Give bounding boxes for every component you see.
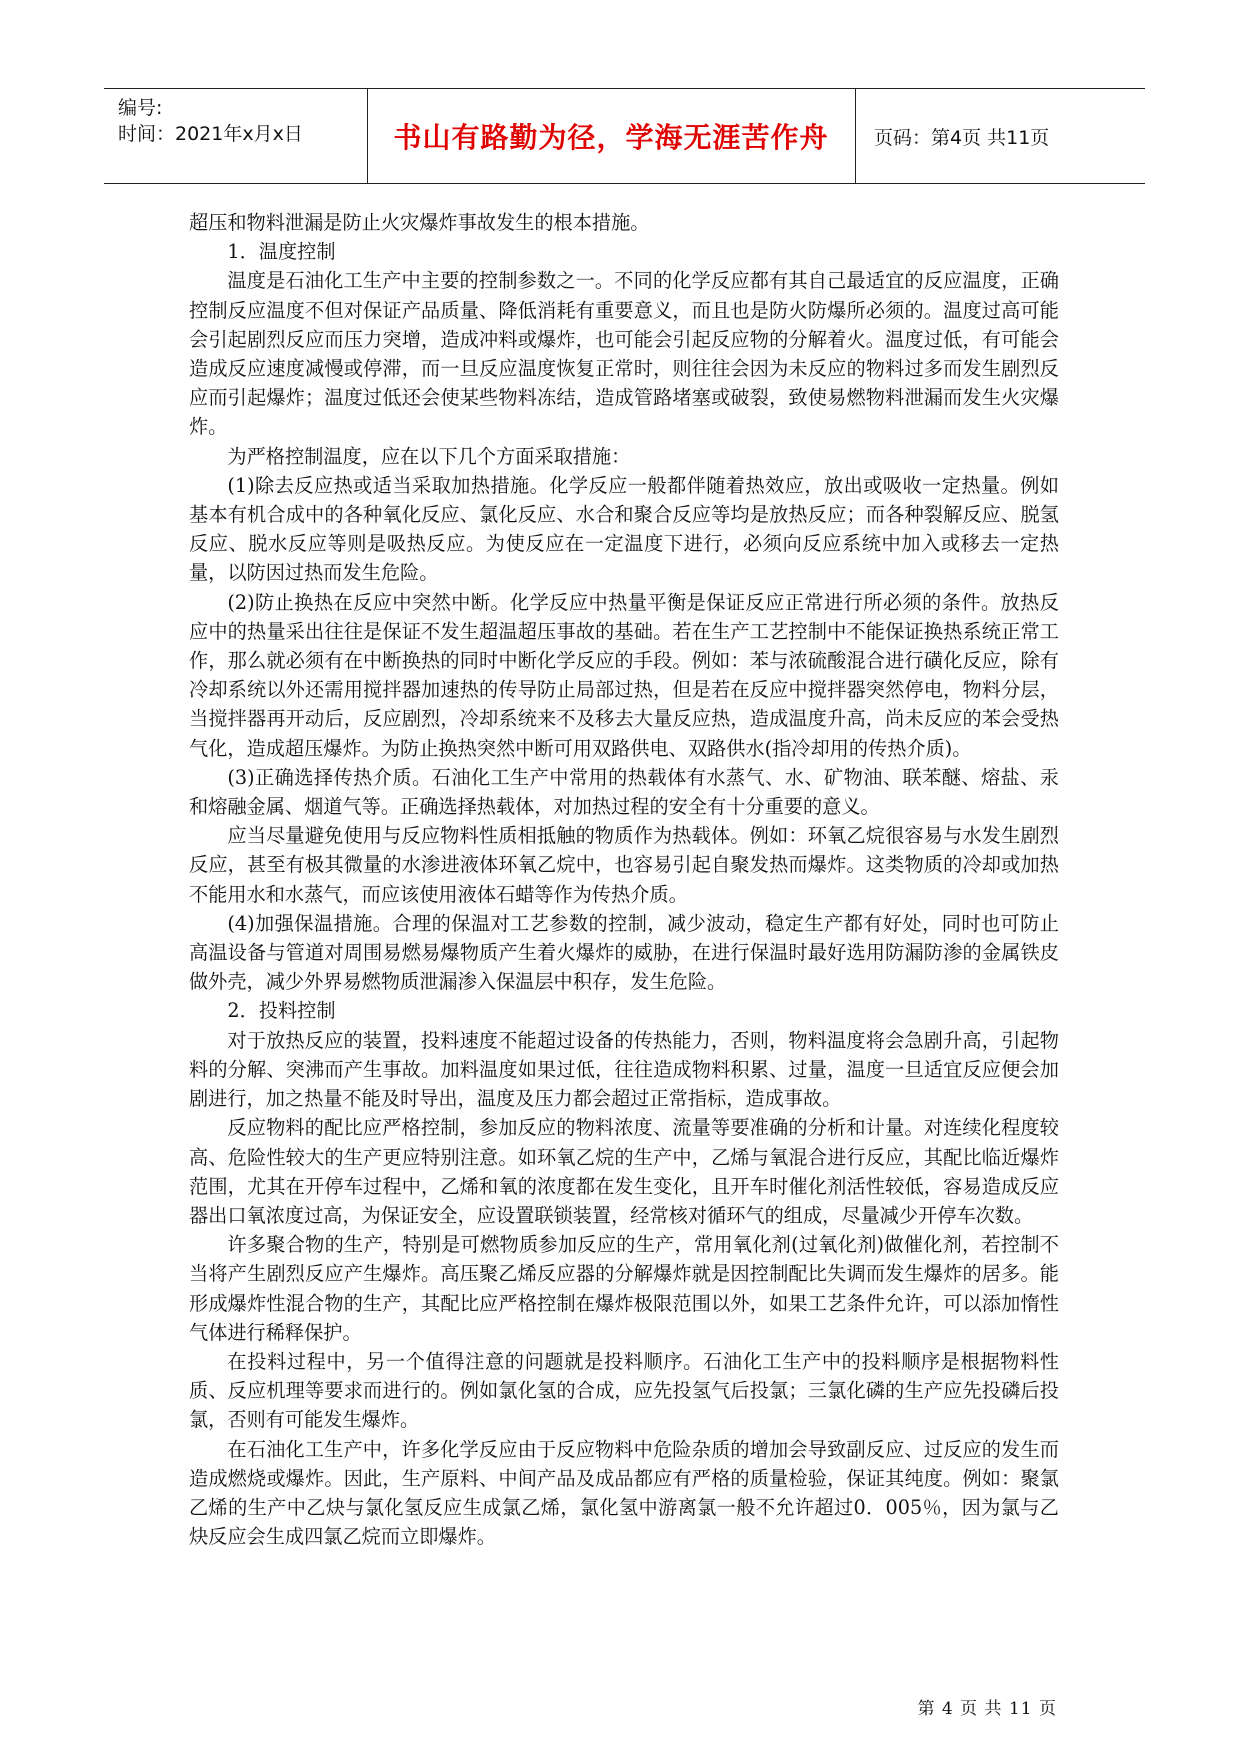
paragraph: 反应物料的配比应严格控制，参加反应的物料浓度、流量等要准确的分析和计量。对连续化程度较高、危险性较大的生产更应特别注意。如环氧乙烷的生产中，乙烯与氧混合进行反应，其配比临近爆炸范围，尤其在开停车过程中，乙烯和氧的浓度都在发生变化，且开车时催化剂活性较低，容易造成反应器出口氧浓度过高，为保证安全，应设置联锁装置，经常核对循环气的组成，尽量减少开停车次数。 <box>189 1116 1059 1227</box>
paragraph: (3)正确选择传热介质。石油化工生产中常用的热载体有水蒸气、水、矿物油、联苯醚、熔盐、汞和熔融金属、烟道气等。正确选择热载体，对加热过程的安全有十分重要的意义。 <box>189 765 1059 819</box>
paragraph: (2)防止换热在反应中突然中断。化学反应中热量平衡是保证反应正常进行所必须的条件。放热反应中的热量采出往往是保证不发生超温超压事故的基础。若在生产工艺控制中不能保证换热系统正常工作，那么就必须有在中断换热的同时中断化学反应的手段。例如：苯与浓硫酸混合进行磺化反应，除有冷却系统以外还需用搅拌器加速热的传导防止局部过热，但是若在反应中搅拌器突然停电，物料分层，当搅拌器再开动后，反应剧烈，冷却系统来不及移去大量反应热，造成温度升高，尚未反应的苯会受热气化，造成超压爆炸。为防止换热突然中断可用双路供电、双路供水(指冷却用的传热介质)。 <box>189 590 1059 760</box>
page-header <box>104 88 1145 184</box>
section-heading: 1．温度控制 <box>227 240 336 264</box>
paragraph: 为严格控制温度，应在以下几个方面采取措施： <box>227 444 631 468</box>
paragraph: (1)除去反应热或适当采取加热措施。化学反应一般都伴随着热效应，放出或吸收一定热量。例如基本有机合成中的各种氧化反应、氯化反应、水合和聚合反应等均是放热反应；而各种裂解反应、脱氢反应、脱水反应等则是吸热反应。为使反应在一定温度下进行，必须向反应系统中加入或移去一定热量，以防因过热而发生危险。 <box>189 473 1059 585</box>
number-label: 编号: <box>118 97 163 119</box>
header-motto: 书山有路勤为径，学海无涯苦作舟 <box>393 121 829 154</box>
header-page-label: 页码：第4页 共11页 <box>874 126 1050 149</box>
section-heading: 2．投料控制 <box>227 999 336 1023</box>
paragraph: 温度是石油化工生产中主要的控制参数之一。不同的化学反应都有其自己最适宜的反应温度，正确控制反应温度不但对保证产品质量、降低消耗有重要意义，而且也是防火防爆所必须的。温度过高可能会引起剧烈反应而压力突增，造成冲料或爆炸，也可能会引起反应物的分解着火。温度过低，有可能会造成反应速度减慢或停滞，而一旦反应温度恢复正常时，则往往会因为未反应的物料过多而发生剧烈反应而引起爆炸；温度过低还会使某些物料冻结，造成管路堵塞或破裂，致使易燃物料泄漏而发生火灾爆炸。 <box>189 269 1059 439</box>
paragraph: (4)加强保温措施。合理的保温对工艺参数的控制，减少波动，稳定生产都有好处，同时也可防止高温设备与管道对周围易燃易爆物质产生着火爆炸的威胁，在进行保温时最好选用防漏防渗的金属铁皮做外壳，减少外界易燃物质泄漏渗入保温层中积存，发生危险。 <box>189 911 1059 994</box>
header-meta <box>118 95 368 147</box>
paragraph: 超压和物料泄漏是防止火灾爆炸事故发生的根本措施。 <box>189 211 650 234</box>
paragraph: 在石油化工生产中，许多化学反应由于反应物料中危险杂质的增加会导致副反应、过反应的发生而造成燃烧或爆炸。因此，生产原料、中间产品及成品都应有严格的质量检验，保证其纯度。例如：聚氯乙烯的生产中乙炔与氯化氢反应生成氯乙烯，氯化氢中游离氯一般不允许超过0．005％，因为氯与乙炔反应会生成四氯乙烷而立即爆炸。 <box>189 1437 1059 1549</box>
paragraph: 在投料过程中，另一个值得注意的问题就是投料顺序。石油化工生产中的投料顺序是根据物料性质、反应机理等要求而进行的。例如氯化氢的合成，应先投氢气后投氯；三氯化磷的生产应先投磷后投氯，否则有可能发生爆炸。 <box>189 1349 1059 1432</box>
paragraph: 应当尽量避免使用与反应物料性质相抵触的物质作为热载体。例如：环氧乙烷很容易与水发生剧烈反应，甚至有极其微量的水渗进液体环氧乙烷中，也容易引起自聚发热而爆炸。这类物质的冷却或加热不能用水和水蒸气，而应该使用液体石蜡等作为传热介质。 <box>189 824 1059 906</box>
header-divider <box>855 89 856 183</box>
paragraph: 许多聚合物的生产，特别是可燃物质参加反应的生产，常用氧化剂(过氧化剂)做催化剂，若控制不当将产生剧烈反应产生爆炸。高压聚乙烯反应器的分解爆炸就是因控制配比失调而发生爆炸的居多。能形成爆炸性混合物的生产，其配比应严格控制在爆炸极限范围以外，如果工艺条件允许，可以添加惰性气体进行稀释保护。 <box>189 1233 1059 1344</box>
document-body <box>189 208 1059 1551</box>
time-label: 时间：2021年x月x日 <box>118 123 303 145</box>
paragraph: 对于放热反应的装置，投料速度不能超过设备的传热能力，否则，物料温度将会急剧升高，引起物料的分解、突沸而产生事故。加料温度如果过低，往往造成物料积累、过量，温度一旦适宜反应便会加剧进行，加之热量不能及时导出，温度及压力都会超过正常指标，造成事故。 <box>189 1028 1059 1111</box>
page-footer: 第 4 页 共 11 页 <box>917 1699 1057 1719</box>
